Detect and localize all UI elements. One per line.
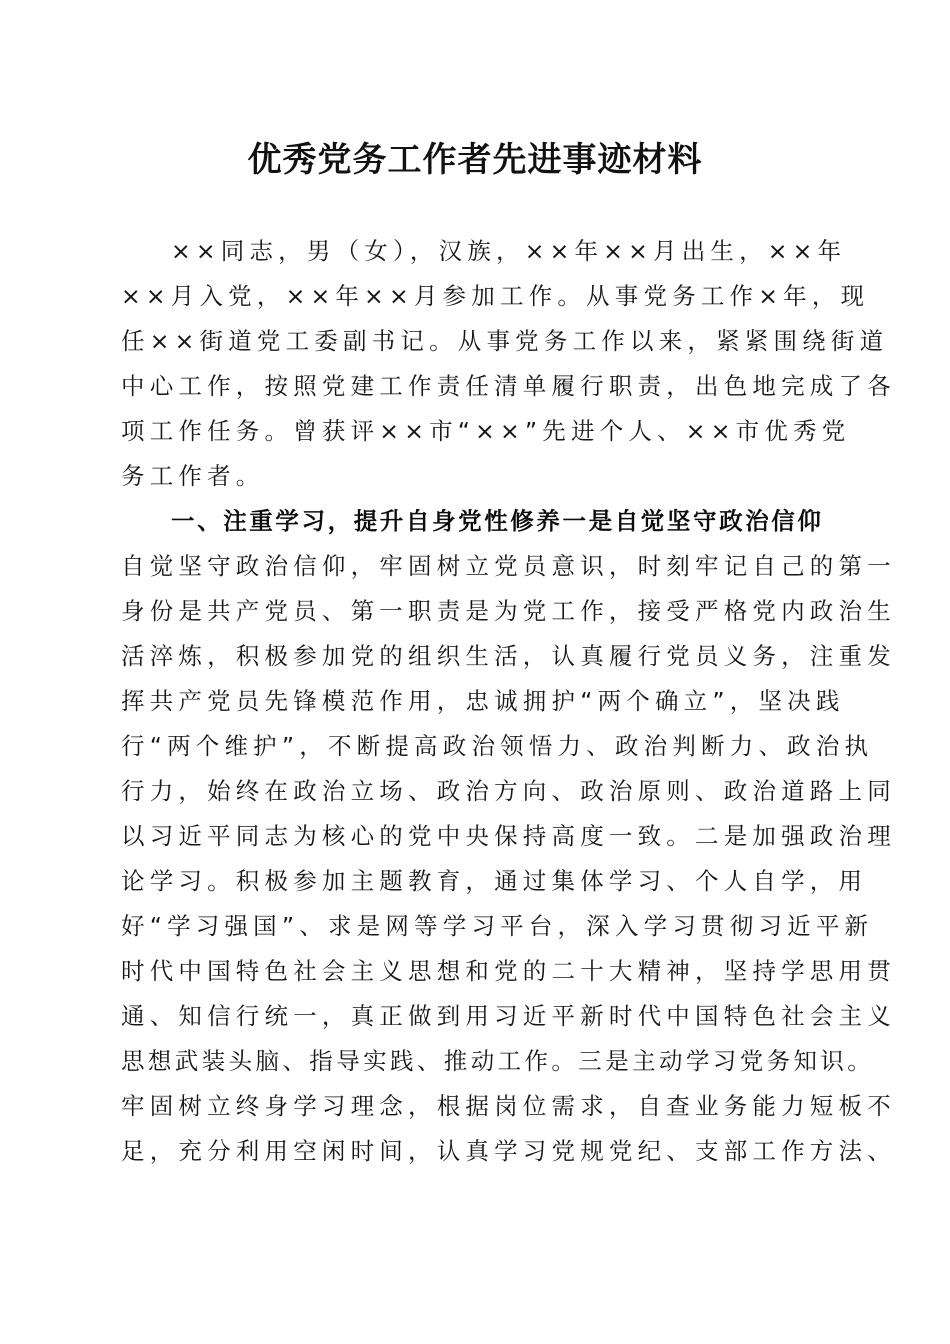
paragraph-line: 项工作任务。曾获评××市“××”先进个人、××市优秀党 <box>121 417 851 445</box>
paragraph-line: 论学习。积极参加主题教育，通过集体学习、个人自学，用 <box>121 867 868 895</box>
paragraph-line: 任××街道党工委副书记。从事党务工作以来，紧紧围绕街道 <box>121 327 889 355</box>
paragraph-line: 牢固树立终身学习理念，根据岗位需求，自查业务能力短板不 <box>121 1092 896 1120</box>
paragraph-line: 思想武装头脑、指导实践、推动工作。三是主动学习党务知识。 <box>121 1047 875 1075</box>
paragraph-line: 行“两个维护”，不断提高政治领悟力、政治判断力、政治执 <box>121 732 874 760</box>
paragraph-line: 身份是共产党员、第一职责是为党工作，接受严格党内政治生 <box>121 597 896 625</box>
paragraph-line: ××月入党，××年××月参加工作。从事党务工作×年，现 <box>121 282 870 310</box>
section-heading: 一、注重学习，提升自身党性修养一是自觉坚守政治信仰 <box>171 507 824 535</box>
paragraph-line: 务工作者。 <box>121 462 265 490</box>
paragraph-line: 挥共产党员先锋模范作用，忠诚拥护“两个确立”，坚决践 <box>121 687 845 715</box>
section-1-paragraph <box>121 499 896 1174</box>
paragraph-line: ××同志，男（女），汉族，××年××月出生，××年 <box>171 237 847 265</box>
paragraph-line: 中心工作，按照党建工作责任清单履行职责，出色地完成了各 <box>121 372 896 400</box>
paragraph-line: 自觉坚守政治信仰，牢固树立党员意识，时刻牢记自己的第一 <box>121 552 896 580</box>
intro-paragraph <box>121 229 896 499</box>
paragraph-line: 通、知信行统一，真正做到用习近平新时代中国特色社会主义 <box>121 1002 896 1030</box>
paragraph-line: 行力，始终在政治立场、政治方向、政治原则、政治道路上同 <box>121 777 896 805</box>
paragraph-line: 活淬炼，积极参加党的组织生活，认真履行党员义务，注重发 <box>121 642 896 670</box>
paragraph-line: 以习近平同志为核心的党中央保持高度一致。二是加强政治理 <box>121 822 896 850</box>
paragraph-line: 足，充分利用空闲时间，认真学习党规党纪、支部工作方法、 <box>121 1137 896 1165</box>
paragraph-line: 时代中国特色社会主义思想和党的二十大精神，坚持学思用贯 <box>121 957 896 985</box>
paragraph-line: 好“学习强国”、求是网等学习平台，深入学习贯彻习近平新 <box>121 912 874 940</box>
document-title: 优秀党务工作者先进事迹材料 <box>247 140 703 180</box>
